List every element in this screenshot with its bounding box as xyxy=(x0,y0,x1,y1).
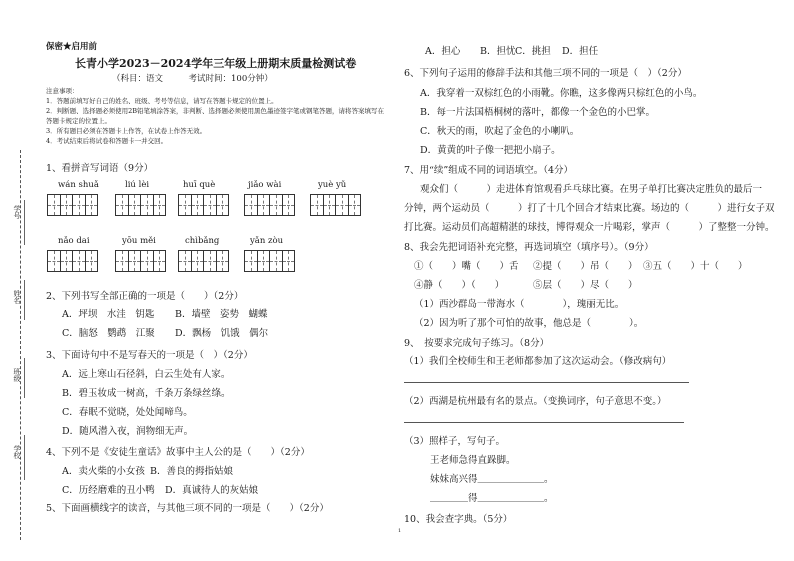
q5-option-a[interactable]: A．担心 xyxy=(425,46,461,57)
q1-pinyin-7: yōu měi xyxy=(122,236,156,246)
q2-option-d[interactable]: D．飘杨 饥饿 偶尔 xyxy=(175,328,269,339)
name-field[interactable] xyxy=(24,280,25,320)
confidential-label: 保密★启用前 xyxy=(46,42,98,52)
page-number: 1 xyxy=(398,528,402,534)
q1-pinyin-6: nǎo dai xyxy=(58,236,90,246)
q9-example: 王老师急得直跺脚。 xyxy=(430,455,516,466)
q9-answer-line-1[interactable] xyxy=(404,382,689,383)
q8-title: 8、我会先把词语补充完整，再选词填空（填序号）。（9分） xyxy=(404,242,654,253)
q8-fill-1: （1）西沙群岛一带海水（ ），瑰丽无比。 xyxy=(414,299,625,310)
q6-option-b[interactable]: B．每一片法国梧桐树的落叶，都像一个金色的小巴掌。 xyxy=(420,107,655,118)
note-1: 1．答题前填写好自己的姓名、班级、考号等信息，请写在答题卡规定的位置上。 xyxy=(46,97,278,105)
q1-answer-grid-8[interactable] xyxy=(178,250,228,272)
student-id-field[interactable] xyxy=(24,200,25,245)
q8-item-1: ①（ ）嘴（ ）舌 xyxy=(414,261,519,272)
q1-pinyin-1: wán shuǎ xyxy=(58,180,99,190)
q1-pinyin-9: yǎn zòu xyxy=(250,236,284,246)
q4-option-b[interactable]: B．善良的拇指姑娘 xyxy=(150,466,233,477)
q5-option-d[interactable]: D．担任 xyxy=(562,46,599,57)
q1-answer-grid-6[interactable] xyxy=(47,250,97,272)
q1-pinyin-3: huī què xyxy=(183,180,216,190)
side-label-name: 姓名 xyxy=(13,290,21,304)
q3-title: 3、下面诗句中不是写春天的一项是（ ）（2分） xyxy=(46,350,253,361)
q8-item-2: ②提（ ）吊（ ） xyxy=(533,261,638,272)
q3-option-b[interactable]: B．碧玉妆成一树高，千条万条绿丝绦。 xyxy=(62,388,231,399)
q1-title: 1、看拼音写词语（9分） xyxy=(46,163,154,174)
q1-answer-grid-1[interactable] xyxy=(47,194,97,216)
q1-answer-grid-4[interactable] xyxy=(244,194,294,216)
q7-title: 7、用“续”组成不同的词语填空。（4分） xyxy=(404,165,574,176)
q9-title: 9、 按要求完成句子练习。（8分） xyxy=(404,338,550,349)
q4-title: 4、下列不是《安徒生童话》故事中主人公的是（ ）（2分） xyxy=(46,447,310,458)
q5-option-c[interactable]: C．挑担 xyxy=(515,46,551,57)
q10-title: 10、我会查字典。（5分） xyxy=(404,514,513,525)
q9-fill-1[interactable]: 妹妹高兴得＿＿＿＿＿＿＿。 xyxy=(430,474,554,485)
q1-pinyin-8: chìbǎng xyxy=(185,236,220,246)
q1-answer-grid-3[interactable] xyxy=(178,194,228,216)
school-field[interactable] xyxy=(24,435,25,480)
side-label-student-id: 学号 xyxy=(13,205,21,219)
q7-line-2: 分钟，两个运动员（ ）打了十几个回合才结束比赛。场边的（ ）进行女子双 xyxy=(404,203,775,214)
side-label-class: 班级 xyxy=(13,368,21,382)
q2-option-b[interactable]: B．墙壁 姿势 蝴蝶 xyxy=(175,309,268,320)
q9-sentence-2: （2）西湖是杭州最有名的景点。（变换词序，句子意思不变。） xyxy=(404,396,667,407)
q6-option-c[interactable]: C．秋天的雨，吹起了金色的小喇叭。 xyxy=(420,126,580,137)
exam-subtitle: （科目：语文 考试时间：100分钟） xyxy=(112,74,273,84)
q3-option-d[interactable]: D．随风潜入夜，润物细无声。 xyxy=(62,426,194,437)
q1-answer-grid-7[interactable] xyxy=(115,250,165,272)
notes-title: 注意事项： xyxy=(46,87,79,95)
q1-pinyin-2: liú lèi xyxy=(125,180,150,190)
q4-option-d[interactable]: D．真诚待人的灰姑娘 xyxy=(165,485,259,496)
class-field[interactable] xyxy=(24,358,25,398)
q7-line-1: 观众们（ ）走进体育馆观看乒乓球比赛。在男子单打比赛决定胜负的最后一 xyxy=(420,184,763,195)
q2-title: 2、下列书写全部正确的一项是（ ）（2分） xyxy=(46,291,244,302)
q8-item-3: ③五（ ）十（ ） xyxy=(643,261,748,272)
q3-option-c[interactable]: C．春眠不觉晓，处处闻啼鸟。 xyxy=(62,407,193,418)
note-3: 3．所有题目必须在答题卡上作答，在试卷上作答无效。 xyxy=(46,127,207,135)
side-label-school: 学校 xyxy=(13,445,21,459)
q5-option-b[interactable]: B．担忧 xyxy=(480,46,516,57)
q9-fill-2[interactable]: ＿＿＿＿得＿＿＿＿＿＿＿。 xyxy=(430,493,554,504)
q1-pinyin-4: jiǎo wài xyxy=(248,180,282,190)
q8-item-4: ④静（ ）（ ） xyxy=(414,280,505,291)
q9-sentence-3: （3）照样子，写句子。 xyxy=(404,436,506,447)
q1-answer-grid-2[interactable] xyxy=(115,194,165,216)
q1-answer-grid-5[interactable] xyxy=(310,194,360,216)
q8-item-5: ⑤层（ ）尽（ ） xyxy=(533,280,638,291)
q9-answer-line-2[interactable] xyxy=(404,422,684,423)
q6-option-d[interactable]: D．黄黄的叶子像一把把小扇子。 xyxy=(420,145,561,156)
q9-sentence-1: （1）我们全校师生和王老师都参加了这次运动会。（修改病句） xyxy=(404,356,672,367)
q3-option-a[interactable]: A．远上寒山石径斜，白云生处有人家。 xyxy=(62,369,231,380)
q4-option-a[interactable]: A．卖火柴的小女孩 xyxy=(62,466,145,477)
q2-option-c[interactable]: C．脑怒 鹦鹉 江聚 xyxy=(62,328,155,339)
q6-title: 6、下列句子运用的修辞手法和其他三项不同的一项是（ ）（2分） xyxy=(404,68,687,79)
note-2: 2．判断题、选择题必须使用2B铅笔填涂答案，非判断、选择题必须使用黑色墨迹签字笔或钢笔答题，请将答案填写在答题卡规定的位置上。 xyxy=(46,107,385,125)
q2-option-a[interactable]: A．坪坝 水洼 钥匙 xyxy=(62,309,155,320)
note-4: 4．考试结束后将试卷和答题卡一并交回。 xyxy=(46,137,168,145)
q8-fill-2: （2）因为听了那个可怕的故事，他总是（ ）。 xyxy=(414,318,644,329)
q5-title: 5、下面画横线字的读音，与其他三项不同的一项是（ ）（2分） xyxy=(46,503,329,514)
q1-answer-grid-9[interactable] xyxy=(244,250,294,272)
q1-pinyin-5: yuè yǔ xyxy=(318,180,347,190)
q4-option-c[interactable]: C．历经磨难的丑小鸭 xyxy=(62,485,155,496)
exam-title: 长青小学2023－2024学年三年级上册期末质量检测试卷 xyxy=(75,57,357,70)
q6-option-a[interactable]: A．我穿着一双棕红色的小雨靴。你瞧，这多像两只棕红色的小鸟。 xyxy=(420,88,703,99)
q7-line-3: 打比赛。运动员们高超精湛的球技，博得观众一片喝彩，掌声（ ）了整整一分钟。 xyxy=(404,222,775,233)
